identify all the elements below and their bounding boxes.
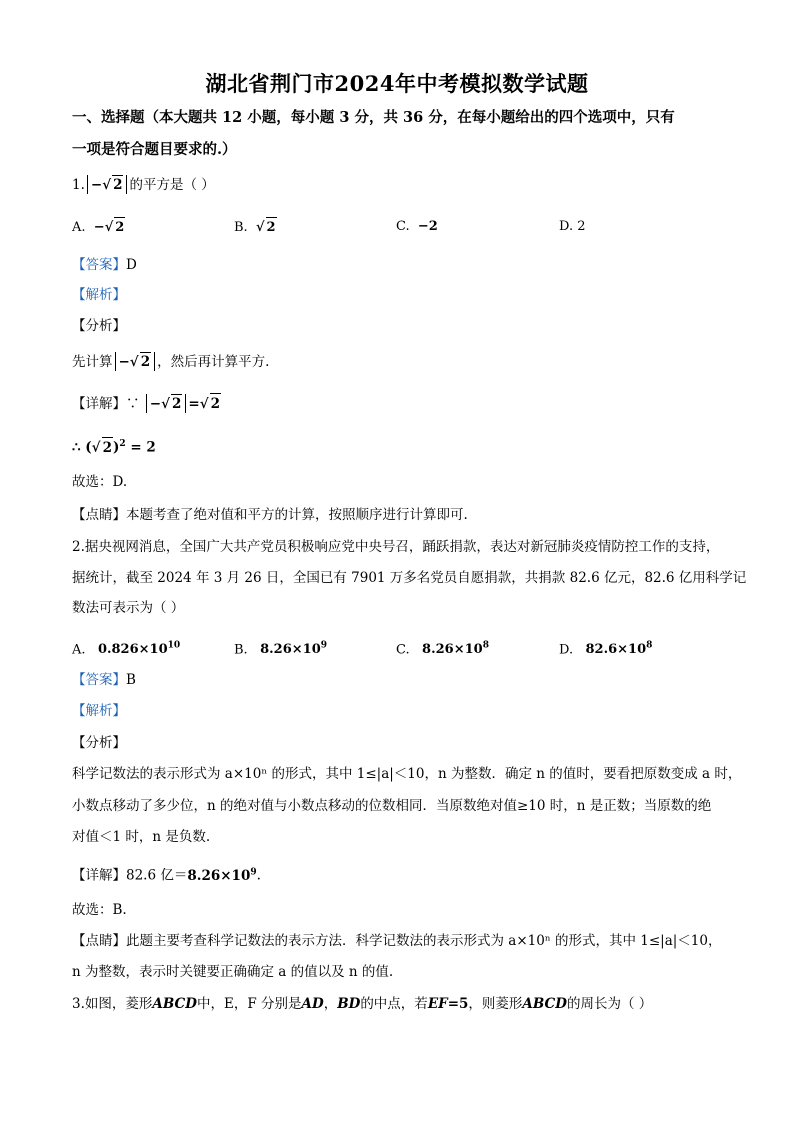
answer-line: 【答案】B — [72, 672, 136, 688]
abs-expression: −√ 2 — [87, 175, 128, 194]
option-d: D. $82.6\times 10^8$ — [559, 641, 653, 658]
question-number: 1. — [72, 177, 85, 193]
fenxi-tag: 【分析】 — [72, 735, 126, 751]
page-title: 湖北省荆门市2024年中考模拟数学试题 — [205, 71, 589, 96]
choose-line: 故选：B. — [72, 902, 127, 918]
question-2-line2: 据统计，截至 2024 年 3 月 26 日，全国已有 7901 万多名党员自愿捐款，共捐款 82.6 亿元，82.6 亿用科学记 — [72, 570, 747, 586]
dianjing-line2: n 为整数，表示时关键要正确确定 a 的值以及 n 的值. — [72, 964, 394, 980]
fenxi-line3: 对值＜1 时，n 是负数. — [72, 829, 211, 845]
option-c: C. $8.26\times 10^8$ — [396, 641, 489, 658]
option-a: A. −√ 2 — [72, 217, 125, 238]
fenxi-text: 先计算 −√ 2 ，然后再计算平方. — [72, 354, 270, 370]
answer-line: 【答案】D — [72, 257, 137, 273]
option-c: C. −2 — [396, 219, 438, 234]
section-header-line1: 一、选择题（本大题共 12 小题，每小题 3 分，共 36 分，在每小题给出的四个选项中，只有 — [72, 109, 675, 126]
choose-line: 故选：D. — [72, 474, 128, 490]
option-b: B. √ 2 — [234, 217, 277, 238]
section-header-line2: 一项是符合题目要求的.） — [72, 141, 237, 158]
fenxi-tag: 【分析】 — [72, 318, 126, 334]
option-b: B. $8.26\times 10^9$ — [234, 641, 328, 658]
jiexi-tag: 【解析】 — [72, 703, 126, 719]
dianjing-line: 【点睛】本题考查了绝对值和平方的计算，按照顺序进行计算即可. — [72, 507, 468, 523]
question-3-stem: 3.如图，菱形ABCD中，E，F 分别是AD，BD的中点，若EF=5，则菱形ABCD的周长为（ ） — [72, 996, 653, 1012]
fenxi-line2: 小数点移动了多少位，n 的绝对值与小数点移动的位数相同．当原数绝对值≥10 时，n 是正数；当原数的绝 — [72, 798, 712, 814]
option-d: D. 2 — [559, 219, 586, 234]
question-stem-suffix: 的平方是（ ） — [129, 177, 215, 193]
question-1-stem — [72, 175, 734, 195]
detail-line: 【详解】∵ −√ 2 =√ 2 — [72, 393, 734, 414]
fenxi-line1: 科学记数法的表示形式为 a×10ⁿ 的形式，其中 1≤|a|＜10，n 为整数．确定 n 的值时，要看把原数变成 a 时， — [72, 766, 742, 782]
option-a: A. $0.826\times 10^{10}$ — [72, 641, 181, 658]
detail-line: 【详解】82.6 亿$=8.26\times 10^9$. — [72, 867, 261, 884]
question-2-line3: 数法可表示为（ ） — [72, 600, 185, 616]
dianjing-line1: 【点睛】此题主要考查科学记数法的表示方法．科学记数法的表示形式为 a×10ⁿ 的形式，其中 1≤|a|＜10， — [72, 933, 722, 949]
question-2-line1: 2.据央视网消息，全国广大共产党员积极响应党中央号召，踊跃捐款，表达对新冠肺炎疫情防控工作的支持， — [72, 539, 720, 555]
therefore-line: ∴ (√ 2)$^2$ = 2 — [72, 434, 734, 458]
jiexi-tag: 【解析】 — [72, 287, 126, 303]
